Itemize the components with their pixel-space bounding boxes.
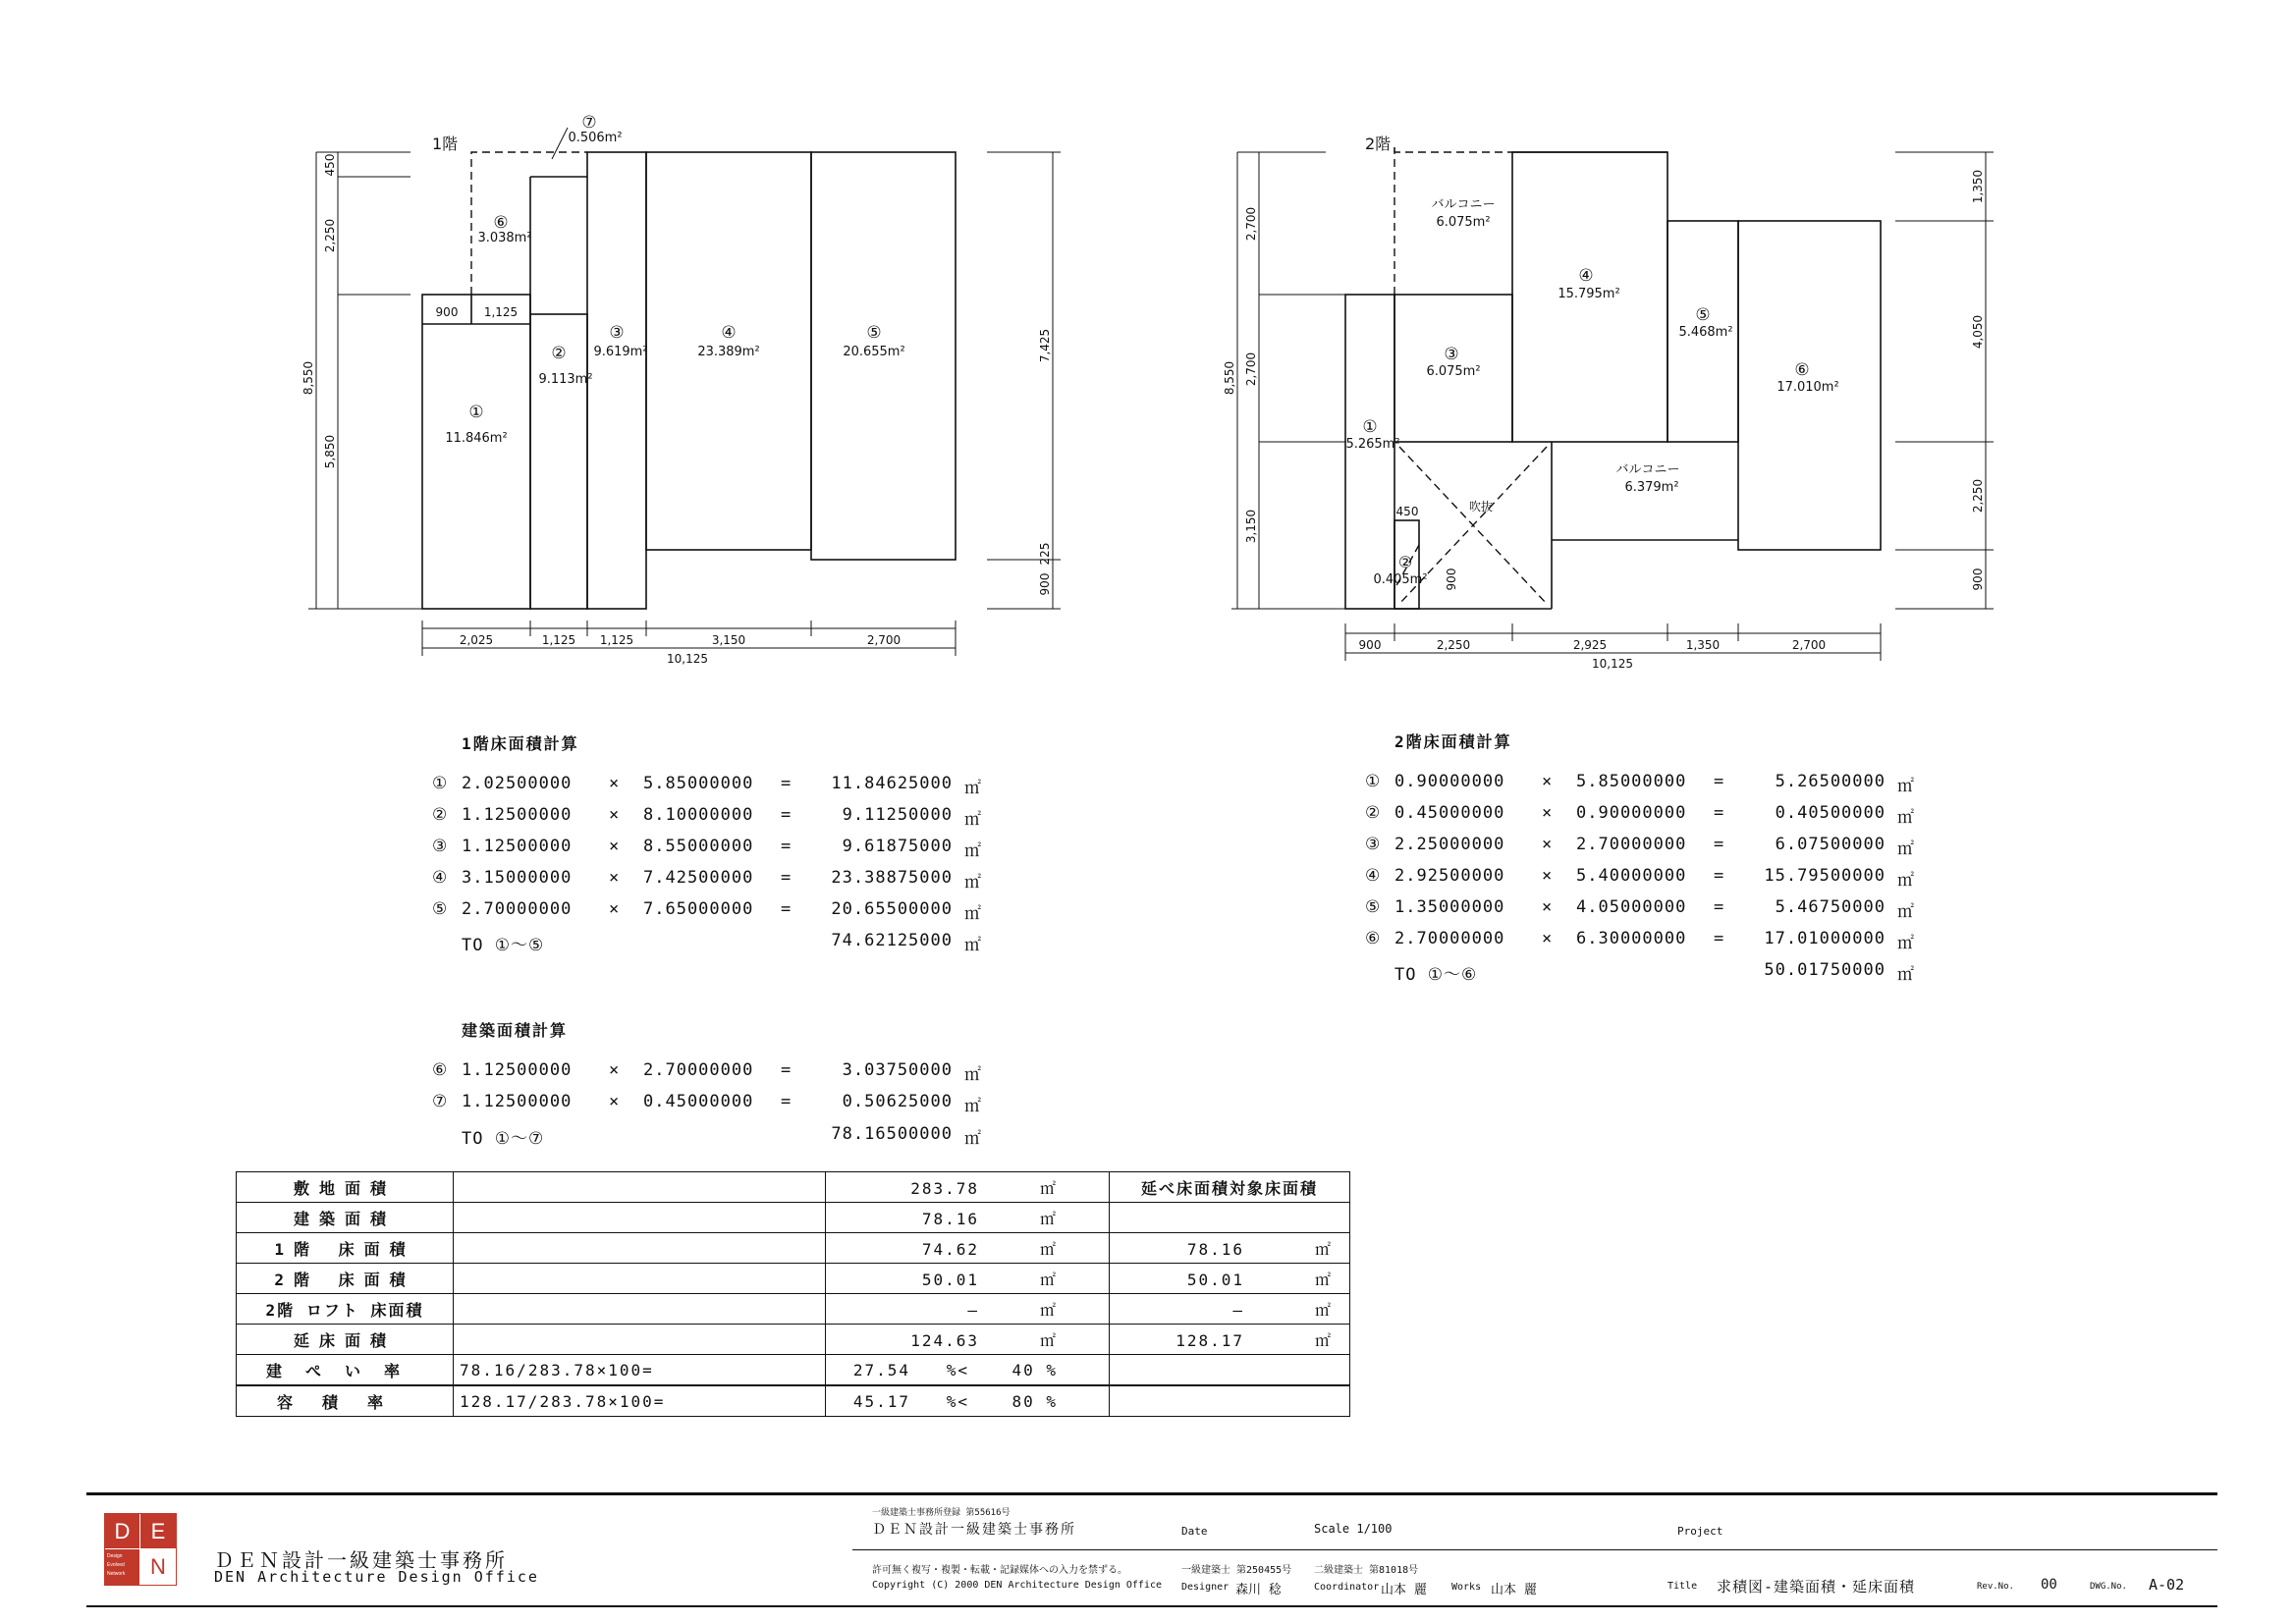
calc-total-row xyxy=(422,1124,992,1150)
row-r: 20.65500000 xyxy=(831,899,953,919)
calc-total-row xyxy=(422,931,992,956)
dim-label: 900 xyxy=(1971,568,1985,591)
dim-label: 8,550 xyxy=(301,360,315,396)
area-no: ③ xyxy=(1444,345,1459,364)
dim-label: 2,700 xyxy=(866,633,902,647)
value-cell xyxy=(826,1294,1110,1325)
area-no: ① xyxy=(1362,417,1378,437)
designer-name: 森川 稔 xyxy=(1235,1583,1282,1597)
row-r: 6.07500000 xyxy=(1775,835,1886,854)
calc-row xyxy=(422,774,992,799)
row-a: 1.12500000 xyxy=(462,1060,573,1080)
area-no: ⑦ xyxy=(581,113,597,133)
ratio-den: 283.78 xyxy=(539,1391,609,1411)
note-unit: ㎡ xyxy=(1314,1330,1333,1350)
row-u: ㎡ xyxy=(1897,902,1915,922)
dim-label: 2,700 xyxy=(1791,638,1827,652)
row-a: 1.12500000 xyxy=(462,805,573,825)
balcony-area: 6.379m² xyxy=(1624,480,1679,495)
dim-label: 2,700 xyxy=(1244,352,1258,387)
void-label: 吹抜 xyxy=(1468,500,1494,514)
calc-title: 建築面積計算 xyxy=(462,1021,569,1040)
row-eq: = xyxy=(781,837,793,856)
row-op: × xyxy=(609,805,621,825)
row-eq: = xyxy=(781,868,793,888)
row-eq: = xyxy=(1714,866,1725,886)
dim-label: 2,700 xyxy=(1244,206,1258,242)
area-no: ④ xyxy=(1578,266,1594,286)
total-label: TO ①～⑦ xyxy=(462,1129,545,1149)
row-u: ㎡ xyxy=(964,810,982,830)
total-unit: ㎡ xyxy=(1897,965,1915,985)
row-label: 敷地面積 xyxy=(237,1172,454,1203)
area-no: ② xyxy=(551,344,567,363)
row-b: 5.85000000 xyxy=(1576,772,1687,791)
revision-label: Rev.No. xyxy=(1977,1582,2014,1592)
unit: ㎡ xyxy=(1039,1270,1058,1289)
value-cell xyxy=(826,1233,1110,1264)
floor-label: 1階 xyxy=(432,135,459,153)
ratio-result: 27.54 xyxy=(852,1360,910,1380)
calc-row xyxy=(422,1092,992,1117)
revision-number: 00 xyxy=(2041,1577,2057,1593)
room-3 xyxy=(587,152,646,609)
row-eq: = xyxy=(1714,897,1725,917)
row-a: 2.92500000 xyxy=(1394,866,1505,886)
row-b: 7.65000000 xyxy=(643,899,754,919)
row-u: ㎡ xyxy=(964,1097,982,1116)
row-eq: = xyxy=(781,805,793,825)
ratio-mult: ×100= xyxy=(596,1360,654,1380)
ratio-slash: / xyxy=(517,1360,528,1380)
row-a: 1.35000000 xyxy=(1394,897,1505,917)
row-a: 2.70000000 xyxy=(462,899,573,919)
note-cell xyxy=(1110,1325,1350,1355)
area-value: 5.468m² xyxy=(1678,325,1733,340)
unit: ㎡ xyxy=(1039,1209,1058,1228)
area-no: ⑤ xyxy=(1695,305,1711,325)
works-name: 山本 麗 xyxy=(1491,1583,1537,1597)
row-op: × xyxy=(609,1092,621,1111)
room-6-outline xyxy=(471,152,587,295)
area-no: ④ xyxy=(721,323,737,343)
row-label: 2階 ロフト 床面積 xyxy=(237,1294,454,1325)
note-unit: ㎡ xyxy=(1314,1239,1333,1259)
unit: ㎡ xyxy=(1039,1239,1058,1259)
logo-small-text: Design Evolved Network xyxy=(105,1549,139,1585)
row-b: 8.55000000 xyxy=(643,837,754,856)
row-a: 1.12500000 xyxy=(462,1092,573,1111)
table-row xyxy=(237,1233,1350,1264)
ratio-num: 128.17 xyxy=(460,1391,528,1411)
unit: ㎡ xyxy=(1039,1300,1058,1320)
value: — xyxy=(967,1300,979,1320)
calc-row xyxy=(422,1060,992,1086)
table-row xyxy=(237,1203,1350,1233)
row-label: 建ぺい率 xyxy=(237,1355,454,1386)
note-cell xyxy=(1110,1264,1350,1294)
calc-row xyxy=(422,837,992,862)
calc-title: 1階床面積計算 xyxy=(462,734,579,753)
dim-label: 900 xyxy=(1038,572,1052,596)
row-op: × xyxy=(1542,835,1554,854)
note-unit: ㎡ xyxy=(1314,1300,1333,1320)
dim-label: 1,125 xyxy=(541,633,576,647)
row-eq: = xyxy=(1714,803,1725,823)
dim-label: 7,425 xyxy=(1038,328,1052,363)
value-cell xyxy=(826,1264,1110,1294)
row-b: 7.42500000 xyxy=(643,868,754,888)
row-op: × xyxy=(609,837,621,856)
value: 124.63 xyxy=(910,1330,979,1350)
coordinator-label: Coordinator xyxy=(1314,1582,1380,1593)
floor-plan-2 xyxy=(1223,118,2013,687)
row-label: 2階 床面積 xyxy=(237,1264,454,1294)
note-cell xyxy=(1110,1294,1350,1325)
row-no: ⑤ xyxy=(1365,897,1382,917)
dwg-number-label: DWG.No. xyxy=(2090,1582,2127,1592)
calc-row xyxy=(422,805,992,831)
row-b: 8.10000000 xyxy=(643,805,754,825)
note-cell xyxy=(1110,1203,1350,1233)
row-a: 3.15000000 xyxy=(462,868,573,888)
dim-label: 3,150 xyxy=(711,633,746,647)
ratio-mult: ×100= xyxy=(608,1391,666,1411)
row-a: 2.70000000 xyxy=(1394,929,1505,948)
row-label: 1階 床面積 xyxy=(237,1233,454,1264)
row-op: × xyxy=(609,899,621,919)
row-b: 5.85000000 xyxy=(643,774,754,793)
table-row xyxy=(237,1385,1350,1417)
ratio-limit: 80 % xyxy=(1011,1391,1058,1411)
area-value: 9.113m² xyxy=(538,372,593,387)
calc-row xyxy=(1355,835,1925,860)
unit: ㎡ xyxy=(1039,1178,1058,1198)
calc-row xyxy=(1355,803,1925,829)
row-a: 0.90000000 xyxy=(1394,772,1505,791)
row-u: ㎡ xyxy=(964,904,982,924)
row-eq: = xyxy=(1714,835,1725,854)
office-name: ＤＥＮ設計一級建築士事務所 xyxy=(872,1522,1076,1538)
blank-cell xyxy=(454,1264,826,1294)
floor-label: 2階 xyxy=(1365,135,1392,153)
logo-letter: D xyxy=(105,1514,139,1548)
row-r: 0.50625000 xyxy=(842,1092,953,1111)
calc-floor1-total xyxy=(422,931,992,960)
dim-total: 10,125 xyxy=(667,652,708,666)
table-row xyxy=(237,1355,1350,1386)
row-no: ② xyxy=(432,805,449,825)
calc-row xyxy=(422,868,992,893)
dim-label: 1,350 xyxy=(1685,638,1721,652)
logo-letter: E xyxy=(140,1514,176,1548)
row-no: ② xyxy=(1365,803,1382,823)
row-eq: = xyxy=(1714,772,1725,791)
row-r: 11.84625000 xyxy=(831,774,953,793)
row-no: ① xyxy=(1365,772,1382,791)
table-row xyxy=(237,1264,1350,1294)
ratio-result-cell xyxy=(826,1385,1110,1417)
architect-license-2: 二級建築士 第81018号 xyxy=(1314,1565,1419,1576)
row-b: 2.70000000 xyxy=(643,1060,754,1080)
area-value: 15.795m² xyxy=(1558,287,1620,301)
dim-label: 2,025 xyxy=(459,633,494,647)
total-unit: ㎡ xyxy=(964,1129,982,1149)
drawing-title: 求積図-建築面積・延床面積 xyxy=(1717,1578,1916,1596)
designer-label: Designer xyxy=(1181,1582,1230,1593)
row-no: ⑦ xyxy=(432,1092,449,1111)
row-u: ㎡ xyxy=(1897,808,1915,828)
title-block xyxy=(86,1492,2217,1607)
row-b: 6.30000000 xyxy=(1576,929,1687,948)
company-name-jp: ＤＥＮ設計一級建築士事務所 xyxy=(214,1548,508,1572)
registration-number: 一級建築士事務所登録 第55616号 xyxy=(872,1508,1011,1518)
calc-row xyxy=(1355,772,1925,797)
dim-label: 5,850 xyxy=(323,434,337,469)
note-header: 延べ床面積対象床面積 xyxy=(1110,1172,1350,1203)
row-r: 15.79500000 xyxy=(1764,866,1886,886)
area-no: ③ xyxy=(609,323,625,343)
row-op: × xyxy=(609,1060,621,1080)
ratio-result: 45.17 xyxy=(852,1391,910,1411)
row-op: × xyxy=(609,868,621,888)
area-value: 3.038m² xyxy=(477,231,532,245)
row-u: ㎡ xyxy=(964,841,982,861)
row-a: 2.02500000 xyxy=(462,774,573,793)
works-label: Works xyxy=(1451,1582,1482,1593)
total-label: TO ①～⑤ xyxy=(462,936,545,955)
blank-cell xyxy=(454,1325,826,1355)
ratio-num: 78.16 xyxy=(460,1360,518,1380)
blank-cell xyxy=(454,1294,826,1325)
date-label: Date xyxy=(1181,1525,1208,1538)
area-value: 11.846m² xyxy=(445,431,508,446)
row-a: 2.25000000 xyxy=(1394,835,1505,854)
row-r: 5.26500000 xyxy=(1775,772,1886,791)
row-b: 0.90000000 xyxy=(1576,803,1687,823)
note-value: — xyxy=(1232,1300,1244,1320)
row-r: 9.61875000 xyxy=(842,837,953,856)
dim-label: 900 xyxy=(1445,568,1458,591)
dim-label: 2,250 xyxy=(1971,478,1985,514)
row-eq: = xyxy=(781,899,793,919)
row-op: × xyxy=(1542,929,1554,948)
value-cell xyxy=(826,1325,1110,1355)
note-unit: ㎡ xyxy=(1314,1270,1333,1289)
row-label: 建築面積 xyxy=(237,1203,454,1233)
calc-row xyxy=(1355,897,1925,923)
blank-cell xyxy=(454,1203,826,1233)
row-b: 0.45000000 xyxy=(643,1092,754,1111)
area-no: ⑥ xyxy=(493,213,509,233)
row-eq: = xyxy=(1714,929,1725,948)
row-u: ㎡ xyxy=(964,873,982,893)
row-label: 延床面積 xyxy=(237,1325,454,1355)
value: 283.78 xyxy=(910,1178,979,1198)
row-eq: = xyxy=(781,1060,793,1080)
row-r: 23.38875000 xyxy=(831,868,953,888)
row-b: 2.70000000 xyxy=(1576,835,1687,854)
row-no: ③ xyxy=(432,837,449,856)
area-value: 20.655m² xyxy=(843,345,905,359)
row-op: × xyxy=(1542,772,1554,791)
logo-letter: N xyxy=(150,1554,166,1579)
area-value: 5.265m² xyxy=(1345,437,1400,452)
row-r: 17.01000000 xyxy=(1764,929,1886,948)
dim-total: 10,125 xyxy=(1592,657,1633,671)
area-no: ⑤ xyxy=(866,323,882,343)
table-row xyxy=(237,1325,1350,1355)
row-u: ㎡ xyxy=(964,1065,982,1085)
row-r: 9.11250000 xyxy=(842,805,953,825)
value: 50.01 xyxy=(921,1270,979,1289)
table-row xyxy=(237,1294,1350,1325)
row-eq: = xyxy=(781,1092,793,1111)
row-eq: = xyxy=(781,774,793,793)
row-a: 1.12500000 xyxy=(462,837,573,856)
calc-floor2 xyxy=(1355,730,1925,995)
area-no: ② xyxy=(1397,553,1413,571)
row-a: 0.45000000 xyxy=(1394,803,1505,823)
ratio-den: 283.78 xyxy=(527,1360,597,1380)
ratio-cell xyxy=(454,1355,826,1386)
ratio-result-cell xyxy=(826,1355,1110,1386)
row-r: 5.46750000 xyxy=(1775,897,1886,917)
architect-license-1: 一級建築士 第250455号 xyxy=(1181,1565,1292,1576)
balcony-label: バルコニー xyxy=(1431,197,1496,212)
dim-label: 3,150 xyxy=(1244,509,1258,544)
area-value: 0.405m² xyxy=(1373,572,1428,587)
company-name-en: DEN Architecture Design Office xyxy=(214,1568,539,1586)
room-1 xyxy=(422,295,530,609)
blank-cell xyxy=(454,1233,826,1264)
dim-label: 1,125 xyxy=(599,633,634,647)
row-op: × xyxy=(1542,803,1554,823)
note-value: 78.16 xyxy=(1186,1239,1244,1259)
project-label: Project xyxy=(1677,1525,1723,1538)
dim-label: 2,250 xyxy=(323,218,337,253)
ratio-limit: 40 % xyxy=(1011,1360,1058,1380)
dim-label: 1,350 xyxy=(1971,169,1985,204)
value-cell xyxy=(826,1203,1110,1233)
note-cell xyxy=(1110,1385,1350,1417)
dim-label: 8,550 xyxy=(1223,360,1236,396)
total-value: 78.16500000 xyxy=(831,1124,953,1144)
ratio-cmp: %< xyxy=(946,1391,969,1411)
summary-table xyxy=(236,1171,1350,1417)
total-unit: ㎡ xyxy=(964,936,982,955)
row-u: ㎡ xyxy=(1897,839,1915,859)
row-no: ⑤ xyxy=(432,899,449,919)
title-label: Title xyxy=(1667,1581,1698,1592)
row-b: 4.05000000 xyxy=(1576,897,1687,917)
row-u: ㎡ xyxy=(1897,777,1915,796)
dim-label: 450 xyxy=(1395,505,1419,518)
area-value: 0.506m² xyxy=(568,131,623,145)
dim-label: 450 xyxy=(323,153,337,177)
dim-label: 225 xyxy=(1038,542,1052,566)
balcony-area: 6.075m² xyxy=(1436,215,1491,230)
calc-title: 2階床面積計算 xyxy=(1394,732,1512,751)
den-logo xyxy=(104,1513,177,1586)
scale-label: Scale 1/100 xyxy=(1314,1522,1393,1536)
calc-building xyxy=(422,1018,992,1156)
coordinator-name: 山本 麗 xyxy=(1381,1583,1427,1597)
row-label: 容積率 xyxy=(237,1385,454,1417)
note-value: 50.01 xyxy=(1186,1270,1244,1289)
row-no: ④ xyxy=(1365,866,1382,886)
row-u: ㎡ xyxy=(1897,934,1915,953)
ratio-slash: / xyxy=(527,1391,540,1411)
calc-floor1 xyxy=(422,731,992,928)
dim-label: 900 xyxy=(1358,638,1382,652)
blank-cell xyxy=(454,1172,826,1203)
total-label: TO ①～⑥ xyxy=(1394,965,1478,985)
row-op: × xyxy=(1542,866,1554,886)
note-cell xyxy=(1110,1233,1350,1264)
row-r: 0.40500000 xyxy=(1775,803,1886,823)
ratio-cmp: %< xyxy=(946,1360,969,1380)
dwg-number: A-02 xyxy=(2149,1576,2185,1594)
row-no: ① xyxy=(432,774,449,793)
row-no: ⑥ xyxy=(432,1060,449,1080)
row-op: × xyxy=(609,774,621,793)
copyright: Copyright (C) 2000 DEN Architecture Design Office xyxy=(872,1580,1163,1591)
dim-label: 2,250 xyxy=(1436,638,1471,652)
area-value: 17.010m² xyxy=(1777,380,1839,395)
area-value: 23.389m² xyxy=(697,345,760,359)
area-no: ⑥ xyxy=(1794,360,1810,380)
note-value: 128.17 xyxy=(1175,1330,1244,1350)
row-op: × xyxy=(1542,897,1554,917)
area-no: ① xyxy=(468,403,484,422)
row-u: ㎡ xyxy=(964,779,982,798)
dim-label: 4,050 xyxy=(1971,314,1985,350)
note-cell xyxy=(1110,1355,1350,1386)
calc-row xyxy=(422,899,992,925)
area-value: 9.619m² xyxy=(593,345,648,359)
value: 78.16 xyxy=(921,1209,979,1228)
value-cell xyxy=(826,1172,1110,1203)
copy-notice: 許可無く複写・複製・転載・記録媒体への入力を禁ずる。 xyxy=(872,1565,1127,1576)
table-row xyxy=(237,1172,1350,1203)
calc-row xyxy=(1355,866,1925,892)
calc-total-row xyxy=(1355,960,1925,986)
total-value: 50.01750000 xyxy=(1764,960,1886,980)
row-no: ③ xyxy=(1365,835,1382,854)
row-r: 3.03750000 xyxy=(842,1060,953,1080)
row-no: ④ xyxy=(432,868,449,888)
dim-label: 1,125 xyxy=(483,305,519,319)
dim-label: 2,925 xyxy=(1572,638,1608,652)
floor-plan-1 xyxy=(295,113,1080,687)
calc-row xyxy=(1355,929,1925,954)
value: 74.62 xyxy=(921,1239,979,1259)
row-no: ⑥ xyxy=(1365,929,1382,948)
row-u: ㎡ xyxy=(1897,871,1915,891)
dim-label: 900 xyxy=(435,305,459,319)
unit: ㎡ xyxy=(1039,1330,1058,1350)
room-1 xyxy=(1345,295,1394,609)
area-value: 6.075m² xyxy=(1426,364,1481,379)
total-value: 74.62125000 xyxy=(831,931,953,950)
balcony-label: バルコニー xyxy=(1615,462,1680,477)
ratio-cell xyxy=(454,1385,826,1417)
row-b: 5.40000000 xyxy=(1576,866,1687,886)
divider xyxy=(852,1549,2217,1550)
